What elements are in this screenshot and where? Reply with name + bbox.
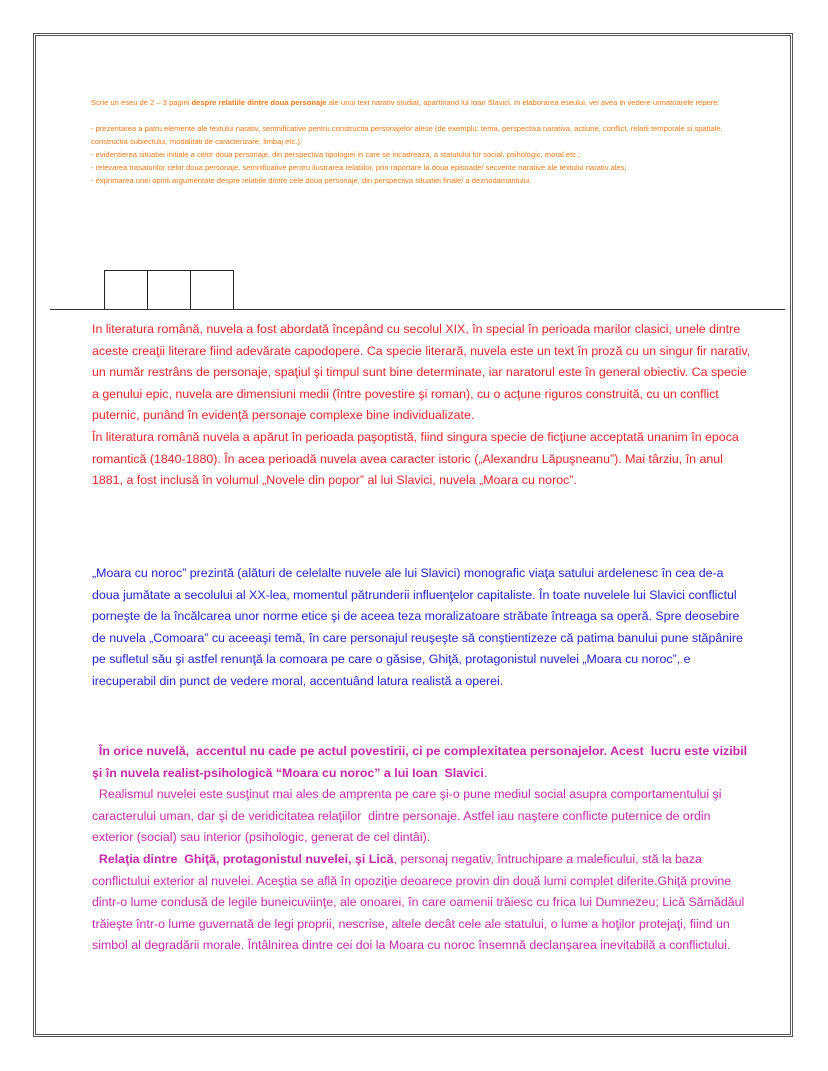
- prompt-item: - evidentierea situatiei initiale a celor doua personaje, din perspectiva tipologiei in care se incadreaza, a statutului lor social, psihologic, moral etc.;: [91, 150, 581, 160]
- prompt-item: - relevarea trasaturilor celor doua personaje, semnificative pentru ilustrarea relatiilor, prin raportare la doua episoade/ secvente narative ale textului narativ ales;: [91, 163, 627, 173]
- prompt-item: - exprimarea unei opinii argumentate despre relatiile dintre cele doua personaje, din perspectiva situatiei finale/ a deznodamantului.: [91, 176, 532, 186]
- score-box: [104, 270, 148, 310]
- essay-analysis: [92, 741, 752, 957]
- prompt-spacer: [91, 109, 751, 122]
- horizontal-divider: [50, 309, 785, 310]
- score-box: [190, 270, 234, 310]
- analysis-realism: Realismul nuvelei este susţinut mai ales de amprenta pe care şi-o pune mediul social asupra comportamentului şi caracterului uman, dar şi de veridicitatea relaţiilor dintre personaje. Astfel iau naştere conflicte puternice de ordin exterior (social) sau interior (psihologic, generat de cel dintâi).: [92, 787, 725, 845]
- essay-prompt: [91, 96, 751, 188]
- relation-bold: Relaţia dintre Ghiţă, protagonistul nuvelei, şi Lică: [92, 851, 394, 866]
- score-boxes: [104, 270, 234, 310]
- analysis-relation: [92, 849, 752, 957]
- intro-paragraph: În literatura română nuvela a apărut în perioada paşoptistă, fiind singura specie de ficţiune acceptată unanim în epoca romantică (1840-1880). În acea perioadă nuvela avea caracter istoric („Alexandru Lăpuşneanu”). Mai târziu, în anul 1881, a fost inclusă în volumul „Novele din popor” al lui Slavici, nuvela „Moara cu noroc”.: [92, 429, 739, 488]
- thesis-end: .: [483, 765, 488, 780]
- essay-intro: [92, 319, 752, 492]
- analysis-thesis: [92, 741, 752, 784]
- score-box: [147, 270, 191, 310]
- relation-text: , personaj negativ, întruchipare a maleficului, stă la baza conflictului exterior al nuvelei. Aceştia se află în opoziţie deoarece provin din două lumi complet diferite.Ghiţă provine dintr-o lume condusă de legile buneicuviinţe, ale onoarei, în care oamenii trăiesc cu frica lui Dumnezeu; Lică Sămădăul trăieşte într-o lume guvernată de legi proprii, nescrise, altele decât cele ale statului, o lume a hoţilor protejaţi, fiind un simbol al degradării morale. Întâlnirea dintre cei doi la Moara cu noroc însemnă declanşarea inevitabilă a conflictului.: [92, 851, 745, 953]
- prompt-intro: [91, 96, 751, 109]
- prompt-intro-bold: despre relatiile dintre doua personaje: [191, 98, 327, 107]
- thesis-bold: În orice nuvelă, accentul nu cade pe actul povestirii, ci pe complexitatea personajelor. Acest lucru este vizibil şi în nuvela realist-psihologică “Moara cu noroc” a lui Ioan Slavici: [92, 744, 751, 780]
- prompt-intro-text: Scrie un eseu de 2 – 3 pagini: [91, 98, 192, 107]
- prompt-item: - prezentarea a patru elemente ale textului narativ, semnificative pentru constructia personajelor alese (de exemplu: tema, perspectiva narativa, actiune, conflict, relatii temporale si spatiale, constructia subiectului, modalitati de caracterizare, limbaj etc.);: [91, 124, 723, 147]
- essay-context: [92, 563, 752, 693]
- prompt-intro-text-end: ale unui text narativ studiat, apartinand lui Ioan Slavici. In elaborarea eseului, vei avea in vedere urmatoarele repere:: [326, 98, 720, 107]
- intro-paragraph: In literatura română, nuvela a fost abordată începând cu secolul XIX, în special în perioada marilor clasici, unele dintre aceste creaţii literare fiind adevărate capodopere. Ca specie literară, nuvela este un text în proză cu un singur fir narativ, un număr restrâns de personaje, spaţiul şi timpul sunt bine determinate, iar naratorul este în general obiectiv. Ca specie a genului epic, nuvela are dimensiuni medii (între povestire şi roman), cu o acţune riguros construită, cu un conflict puternic, punând în evidenţă personaje complexe bine individualizate.: [92, 322, 751, 423]
- context-paragraph: „Moara cu noroc” prezintă (alături de celelalte nuvele ale lui Slavici) monografic viaţa satului ardelenesc în cea de-a doua jumătate a secolului al XX-lea, momentul pătrunderii influenţelor capitaliste. În toate nuvelele lui Slavici conflictul porneşte de la încălcarea unor norme etice şi de aceea teza moralizatoare străbate întreaga sa operă. Spre deosebire de nuvela „Comoara” cu aceeaşi temă, în care personajul reuşeşte să conştientizeze că patima banului pune stăpânire pe sufletul său şi astfel renunţă la comoara pe care o găsise, Ghiţă, protagonistul nuvelei „Moara cu noroc”, e irecuperabil din punct de vedere moral, accentuând latura realistă a operei.: [92, 566, 743, 688]
